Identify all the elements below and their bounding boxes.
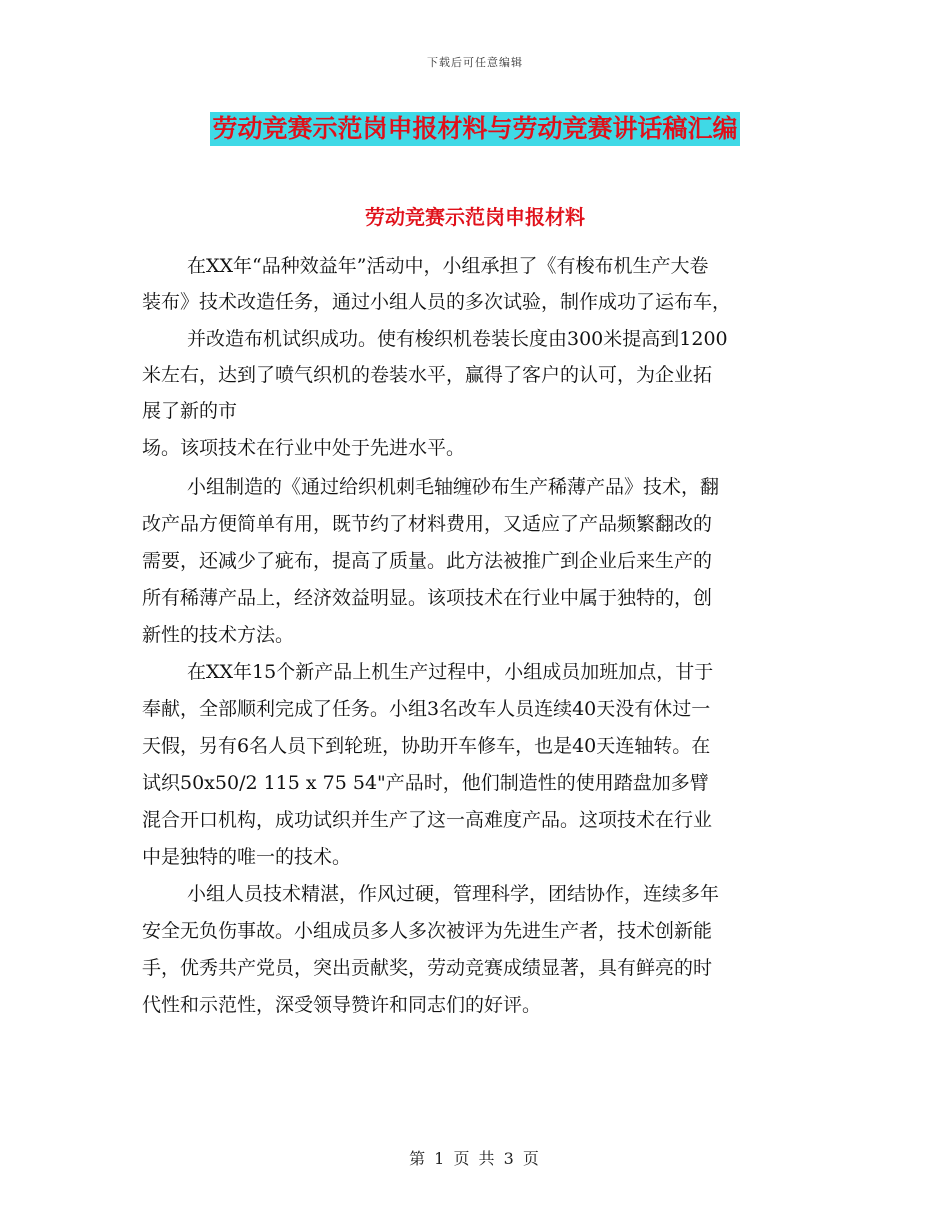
text-line: 米左右，达到了喷气织机的卷装水平，赢得了客户的认可，为企业拓 <box>142 364 713 386</box>
text-line: 并改造布机试织成功。使有梭织机卷装长度由300米提高到1200 <box>187 328 728 350</box>
text-line: 场。该项技术在行业中处于先进水平。 <box>142 437 466 459</box>
text-line: 中是独特的唯一的技术。 <box>142 846 352 868</box>
text-line: 所有稀薄产品上，经济效益明显。该项技术在行业中属于独特的，创 <box>142 587 713 609</box>
document-title-container <box>0 112 950 146</box>
text-line: 手，优秀共产党员，突出贡献奖，劳动竞赛成绩显著，具有鲜亮的时 <box>142 957 713 979</box>
text-line: 需要，还减少了疵布，提高了质量。此方法被推广到企业后来生产的 <box>142 550 713 572</box>
text-line: 试织50x50/2 115 x 75 54"产品时，他们制造性的使用踏盘加多臂 <box>142 772 709 794</box>
section-title: 劳动竞赛示范岗申报材料 <box>365 205 585 229</box>
text-line: 代性和示范性，深受领导赞许和同志们的好评。 <box>142 994 542 1016</box>
text-line: 新性的技术方法。 <box>142 624 295 646</box>
text-line: 安全无负伤事故。小组成员多人多次被评为先进生产者，技术创新能 <box>142 920 713 942</box>
text-line: 小组人员技术精湛，作风过硬，管理科学，团结协作，连续多年 <box>187 883 720 905</box>
text-line: 改产品方便简单有用，既节约了材料费用，又适应了产品频繁翻改的 <box>142 513 713 535</box>
text-line: 奉献，全部顺利完成了任务。小组3名改车人员连续40天没有休过一 <box>142 698 711 720</box>
text-line: 天假，另有6名人员下到轮班，协助开车修车，也是40天连轴转。在 <box>142 735 711 757</box>
document-title: 劳动竞赛示范岗申报材料与劳动竞赛讲话稿汇编 <box>210 112 739 146</box>
text-line: 混合开口机构，成功试织并生产了这一高难度产品。这项技术在行业 <box>142 809 713 831</box>
text-line: 展了新的市 <box>142 400 238 422</box>
page-footer: 第 1 页 共 3 页 <box>409 1149 541 1168</box>
text-line: 装布》技术改造任务，通过小组人员的多次试验，制作成功了运布车， <box>142 291 732 313</box>
page-header: 下载后可任意编辑 <box>427 56 523 69</box>
text-line: 在XX年15个新产品上机生产过程中，小组成员加班加点，甘于 <box>187 661 714 683</box>
text-line: 小组制造的《通过给织机刺毛轴缠砂布生产稀薄产品》技术，翻 <box>187 476 720 498</box>
text-line: 在XX年“品种效益年”活动中，小组承担了《有梭布机生产大卷 <box>187 255 709 277</box>
